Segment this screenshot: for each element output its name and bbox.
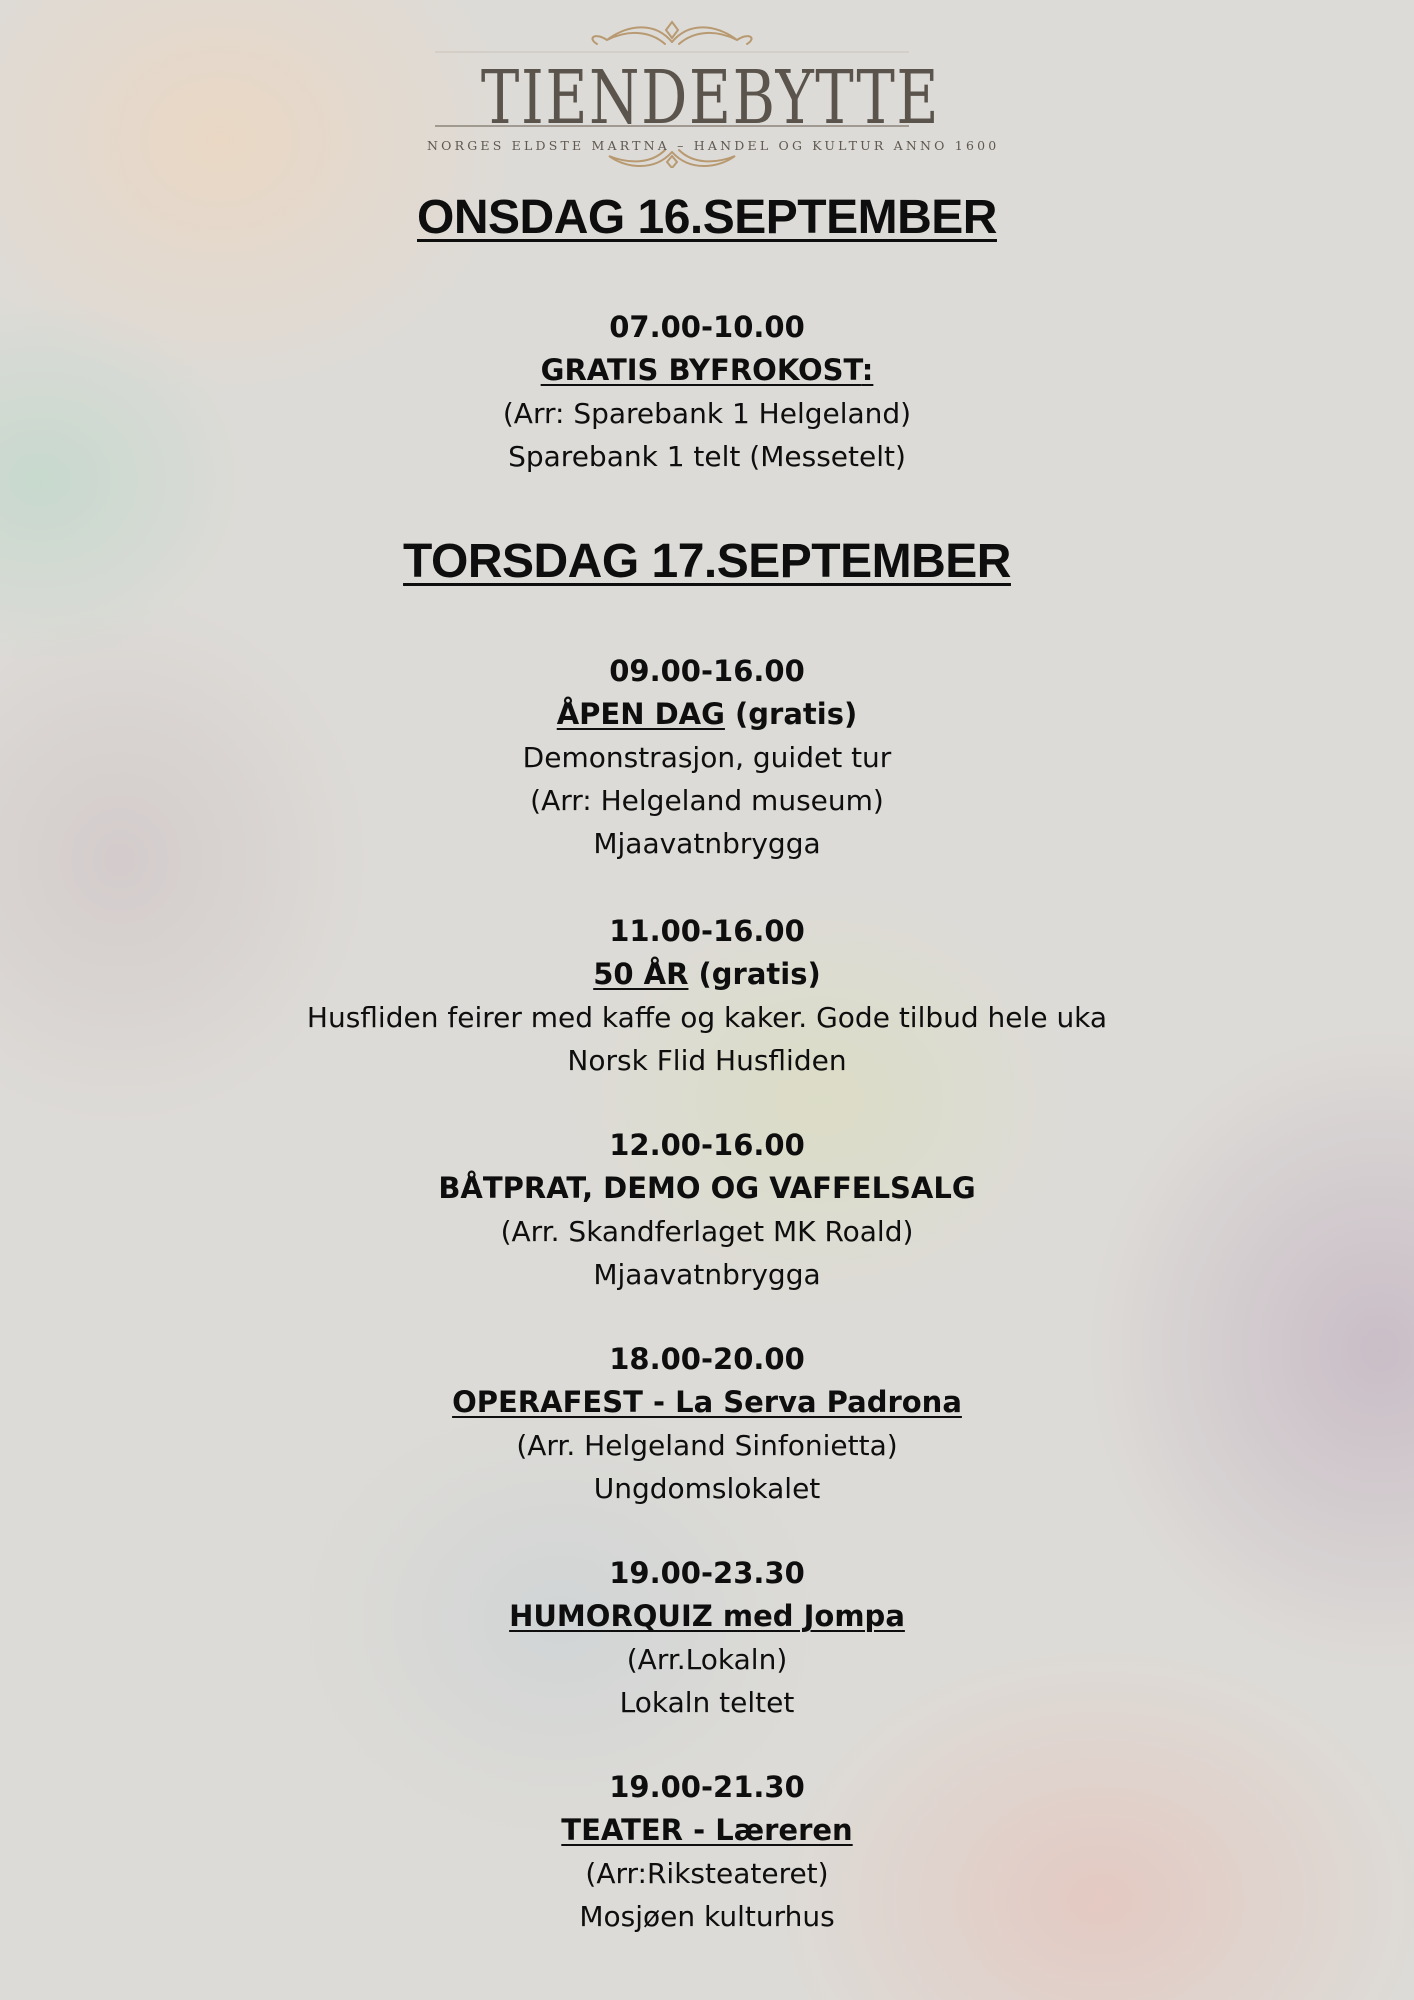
event-byfrokost [0,306,1414,478]
event-location: Mosjøen kulturhus [579,1900,835,1933]
event-title: BÅTPRAT, DEMO OG VAFFELSALG [438,1171,976,1205]
event-time: 09.00-16.00 [609,654,805,688]
event-description: Husfliden feirer med kaffe og kaker. Gode tilbud hele uka [306,1001,1108,1034]
event-operafest [0,1338,1414,1510]
event-location: Lokaln teltet [619,1686,795,1719]
event-time: 12.00-16.00 [609,1128,805,1162]
event-humorquiz [0,1552,1414,1724]
event-location: Sparebank 1 telt (Messetelt) [508,440,906,473]
day-heading-torsdag: TORSDAG 17.SEPTEMBER [403,535,1011,588]
event-time: 18.00-20.00 [609,1342,805,1376]
event-location: Mjaavatnbrygga [593,1258,821,1291]
event-title: ÅPEN DAG (gratis) [556,697,858,731]
event-organizer: (Arr: Sparebank 1 Helgeland) [502,397,912,430]
event-location: Norsk Flid Husfliden [567,1044,847,1077]
event-time: 19.00-21.30 [609,1770,805,1804]
event-title: HUMORQUIZ med Jompa [509,1599,905,1633]
event-50-ar [0,910,1414,1082]
event-time: 07.00-10.00 [609,310,805,344]
logo-tagline: NORGES ELDSTE MARTNA – HANDEL OG KULTUR ANNO 1600 [427,138,1000,153]
logo-wordmark: TIENDEBYTTE [480,55,941,141]
event-organizer: (Arr.Lokaln) [626,1643,788,1676]
event-batprat [0,1124,1414,1296]
event-title: TEATER - Læreren [561,1813,853,1847]
event-organizer: (Arr. Helgeland Sinfonietta) [516,1429,898,1462]
event-organizer: (Arr:Riksteateret) [585,1857,829,1890]
event-title: OPERAFEST - La Serva Padrona [452,1385,962,1419]
event-apen-dag [0,650,1414,865]
event-organizer: (Arr: Helgeland museum) [530,784,884,817]
event-teater [0,1766,1414,1938]
event-location: Mjaavatnbrygga [593,827,821,860]
tiendebytte-logo [427,8,1000,158]
event-time: 11.00-16.00 [609,914,805,948]
day-heading-onsdag: ONSDAG 16.SEPTEMBER [417,191,997,244]
event-organizer: (Arr. Skandferlaget MK Roald) [500,1215,914,1248]
event-location: Ungdomslokalet [593,1472,821,1505]
event-time: 19.00-23.30 [609,1556,805,1590]
event-description: Demonstrasjon, guidet tur [522,741,892,774]
event-title: GRATIS BYFROKOST: [540,353,874,387]
event-title: 50 ÅR (gratis) [593,957,821,991]
